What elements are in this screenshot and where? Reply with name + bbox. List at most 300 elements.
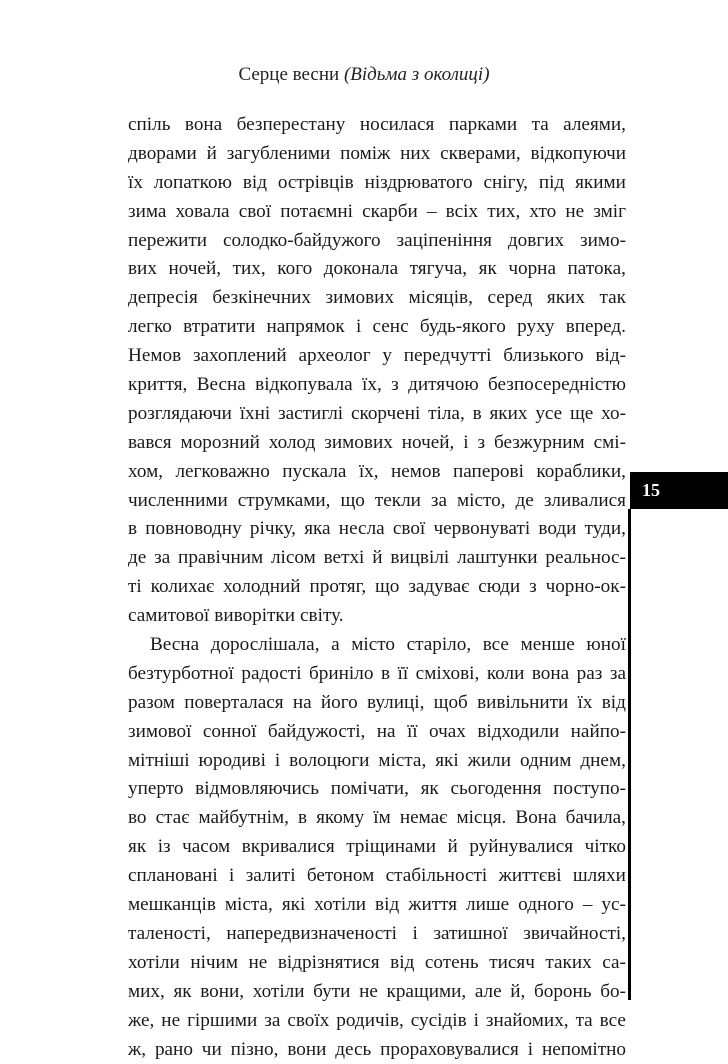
word: мітніші [128,747,190,776]
word: ще [570,400,593,429]
text-line [128,747,626,776]
word: як [128,833,146,862]
word: родичів, [336,1007,404,1036]
text-line [128,1007,626,1036]
word: лаштунки [457,544,537,573]
word: вулиці, [367,689,424,718]
text-line [128,949,626,978]
word: за [610,660,626,689]
word: від- [595,342,626,371]
word: радості [241,660,301,689]
word: ветхі [324,544,365,573]
word: колихає [151,573,215,602]
word: правічним [178,544,263,573]
word: нічим [190,949,238,978]
word: де [516,487,534,516]
word: життя [408,891,457,920]
word: хотіли [253,978,305,1007]
word: задуває [408,573,469,602]
word: тисяч [489,949,535,978]
text-line [128,920,626,949]
word: усе [535,400,562,429]
word: вони, [200,978,244,1007]
word: старіло, [407,631,472,660]
word: їх [128,169,143,198]
word: червонуваті [433,515,530,544]
word: лопаткою [154,169,232,198]
word: її [398,660,409,689]
word: дитячою [408,371,479,400]
word: не [359,978,378,1007]
text-line [128,718,626,747]
word: в [128,515,137,544]
word: зимових [326,284,395,313]
word: залиті [246,862,296,891]
word: не [249,949,268,978]
word: заціпеніння [397,227,492,256]
word: хо- [601,400,626,429]
word: як [421,775,439,804]
word: хотіли [128,949,180,978]
word: Весна [150,631,199,660]
word: бетоном [307,862,374,891]
word: найпо- [571,718,626,747]
text-line [128,602,626,631]
word: але [475,978,502,1007]
word: холодний [223,573,300,602]
text-line [128,371,626,400]
word: й [207,140,217,169]
text-line [128,169,626,198]
word: легко [128,313,172,342]
word: вицвілі [390,544,449,573]
text-line [128,313,626,342]
word: загубленими [227,140,331,169]
word: численними [128,487,228,516]
word: алеями, [563,111,626,140]
word: сміхові, [416,660,480,689]
word: криття, [128,371,187,400]
word: кращими, [387,978,467,1007]
text-line [128,255,626,284]
word: безперестану [237,111,346,140]
word: ночей, [168,255,221,284]
text-line [128,631,626,660]
word: холод [269,429,316,458]
text-line [128,978,626,1007]
word: легковажно [175,458,269,487]
word: та [532,111,549,140]
word: часом [182,833,230,862]
word: реальнос- [545,544,626,573]
word: ті [128,573,142,602]
word: десь [335,1036,371,1064]
word: в [298,804,307,833]
word: снігу, [484,169,528,198]
word: смі- [594,429,626,458]
word: своїх [287,1007,329,1036]
word: байдужості, [268,718,366,747]
word: хом, [128,458,163,487]
word: скарби [362,198,418,227]
word: і [356,313,361,342]
word: кого [277,255,312,284]
word: стає [156,804,190,833]
word: сонної [203,718,257,747]
word: з [391,371,399,400]
word: і [474,1007,479,1036]
text-line [128,198,626,227]
word: носилася [360,111,435,140]
word: са- [602,949,626,978]
word: помічати, [331,775,409,804]
word: життєві [499,862,562,891]
word: ус- [601,891,626,920]
word: парками [449,111,517,140]
word: уперто [128,775,183,804]
word: напрямок [266,313,344,342]
word: міста, [225,891,273,920]
word: днем, [580,747,626,776]
word: текли [375,487,421,516]
text-line [128,227,626,256]
text-line [128,458,626,487]
text-line [128,544,626,573]
word: місто, [457,487,506,516]
word: звичайності, [523,920,626,949]
word: протяг, [309,573,366,602]
word: лише [466,891,509,920]
text-line [128,775,626,804]
word: все [600,1007,626,1036]
word: юродиві [199,747,266,776]
word: чітко [585,833,626,862]
word: – [583,891,593,920]
word: паперові [453,458,524,487]
word: виворітки [214,602,295,631]
word: руйнувалися [469,833,573,862]
text-line [128,660,626,689]
word: бути [313,978,350,1007]
word: у [382,342,392,371]
word: поміж [340,140,390,169]
text-line [128,487,626,516]
word: а [331,631,340,660]
word: немов [391,458,441,487]
text-line [128,573,626,602]
word: за [154,544,170,573]
word: відкопуючи [531,140,626,169]
word: їхні [240,400,271,429]
word: ночей, [402,429,455,458]
word: зміг [593,198,626,227]
word: патока, [568,255,626,284]
word: чорна [508,255,556,284]
word: хто [529,198,556,227]
page-number: 15 [630,472,728,509]
word: яка [304,515,330,544]
word: відходили [477,718,559,747]
word: довгих [508,227,564,256]
word: менше [521,631,575,660]
word: його [321,689,358,718]
word: захоплений [193,342,287,371]
word: і [275,747,280,776]
word: відкопувала [255,371,353,400]
word: Немов [128,342,181,371]
word: скорчені [351,400,420,429]
word: свої [393,515,425,544]
word: місця. [456,804,506,833]
word: якими [575,169,626,198]
word: на [293,689,312,718]
word: серед [487,284,532,313]
word: коли [487,660,525,689]
word: юної [586,631,626,660]
word: не [565,198,584,227]
word: хотіли [314,891,366,920]
text-line [128,111,626,140]
word: сьогодення [450,775,541,804]
word: безтурботної [128,660,234,689]
word: шляхи [573,862,626,891]
word: їм [373,804,390,833]
word: все [483,631,509,660]
word: вивільнити [477,689,568,718]
word: та [576,1007,593,1036]
word: передчутті [404,342,492,371]
word: місяців, [409,284,473,313]
word: місто [351,631,395,660]
text-line [128,689,626,718]
word: що [340,487,364,516]
word: зима [128,198,166,227]
word: їх, [362,371,382,400]
word: будь-якого [420,313,506,342]
word: пізно, [231,1036,279,1064]
word: разом [128,689,175,718]
page-edge-marker [628,509,631,1000]
word: застиглі [278,400,343,429]
word: в [473,400,482,429]
word: якому [316,804,364,833]
word: як [479,255,497,284]
word: вих [128,255,157,284]
text-line [128,891,626,920]
word: і [528,1036,533,1064]
word: їх [578,689,593,718]
word: чорно-ок- [546,573,626,602]
word: ніздрюватого [365,169,473,198]
word: відрізнятися [278,949,380,978]
word: сусідів [411,1007,467,1036]
word: жили [468,747,511,776]
word: зимо- [580,227,626,256]
word: дорослішала, [211,631,320,660]
word: мих, [128,978,165,1007]
word: Весна [197,371,246,400]
word: під [539,169,564,198]
word: вона [532,660,569,689]
word: сотень [425,949,479,978]
word: втратити [183,313,255,342]
word: тіла, [428,400,465,429]
word: же, [128,1007,154,1036]
word: гіршими [187,1007,257,1036]
word: руху [517,313,554,342]
text-line [128,140,626,169]
word: відмовляючись [195,775,319,804]
word: ховала [176,198,230,227]
word: тягуча, [410,255,467,284]
word: її [407,718,418,747]
book-subtitle: (Відьма з околиці) [344,64,490,85]
word: поверталася [184,689,283,718]
word: Вона [515,804,556,833]
word: депресія [128,284,198,313]
text-line [128,1036,626,1064]
text-line [128,515,626,544]
word: спіль [128,111,170,140]
word: від [390,949,414,978]
word: за [431,487,447,516]
word: міста, [378,747,426,776]
word: немає [400,804,448,833]
word: дворами [128,140,197,169]
word: вкривалися [242,833,335,862]
word: вався [128,429,172,458]
word: затишної [433,920,507,949]
word: боронь [534,978,592,1007]
word: які [435,747,458,776]
word: не [161,1007,180,1036]
word: так [599,284,625,313]
word: непомітно [542,1036,626,1064]
word: доконала [324,255,398,284]
word: археолог [298,342,370,371]
word: за [264,1007,280,1036]
word: бо- [600,978,626,1007]
word: і [229,862,234,891]
word: щоб [434,689,468,718]
word: несла [339,515,385,544]
word: острівців [278,169,354,198]
word: волоцюги [289,747,369,776]
word: потаємні [280,198,353,227]
word: їх, [359,458,379,487]
word: струмками, [238,487,331,516]
word: сюди [478,573,520,602]
word: води [538,515,576,544]
word: яких [489,400,527,429]
word: що [375,573,399,602]
word: в [381,660,390,689]
word: і [413,920,418,949]
word: очах [429,718,466,747]
word: во [128,804,147,833]
word: і [463,429,468,458]
word: від [375,891,399,920]
text-line [128,833,626,862]
word: стабільності [386,862,488,891]
word: морозний [181,429,260,458]
word: таких [545,949,591,978]
word: поступо- [553,775,626,804]
word: вони [287,1036,326,1064]
word: з [478,429,486,458]
word: світу. [300,602,344,631]
word: й [372,544,382,573]
word: близького [503,342,583,371]
word: зливалися [544,487,626,516]
text-line [128,284,626,313]
running-head [0,64,728,86]
word: безкінечних [212,284,311,313]
word: них [400,140,430,169]
word: лісом [271,544,316,573]
text-line [128,862,626,891]
word: й [448,833,458,862]
word: напередвизначеності [226,920,397,949]
text-line [128,804,626,833]
word: сенс [373,313,409,342]
word: повноводну [145,515,241,544]
word: сплановані [128,862,218,891]
word: тих, [233,255,266,284]
word: яких [547,284,585,313]
word: зимових [324,429,393,458]
word: мешканців [128,891,216,920]
word: й, [510,978,525,1007]
word: – [427,198,437,227]
word: безжурним [494,429,585,458]
word: одного [518,891,574,920]
word: від [602,689,626,718]
word: кораблики, [536,458,626,487]
word: туди, [585,515,626,544]
word: від [243,169,267,198]
word: із [158,833,171,862]
word: чи [202,1036,222,1064]
word: свої [239,198,271,227]
book-title: Серце весни [238,64,339,85]
word: ж, [128,1036,146,1064]
word: всіх [446,198,478,227]
word: таленості, [128,920,211,949]
word: скверами, [440,140,521,169]
word: майбутнім, [199,804,289,833]
word: вона [185,111,222,140]
word: розглядаючи [128,400,232,429]
word: пережити [128,227,207,256]
body-text [128,111,626,1064]
word: прораховувалися [380,1036,519,1064]
text-line [128,342,626,371]
word: бриніло [309,660,373,689]
word: які [282,891,305,920]
word: з [529,573,537,602]
word: знайомих, [486,1007,569,1036]
word: бачила, [566,804,626,833]
word: одним [520,747,571,776]
word: вперед. [566,313,626,342]
word: раз [577,660,603,689]
word: самитової [128,602,209,631]
text-line [128,429,626,458]
word: тріщинами [346,833,436,862]
word: де [128,544,146,573]
word: тих, [487,198,520,227]
